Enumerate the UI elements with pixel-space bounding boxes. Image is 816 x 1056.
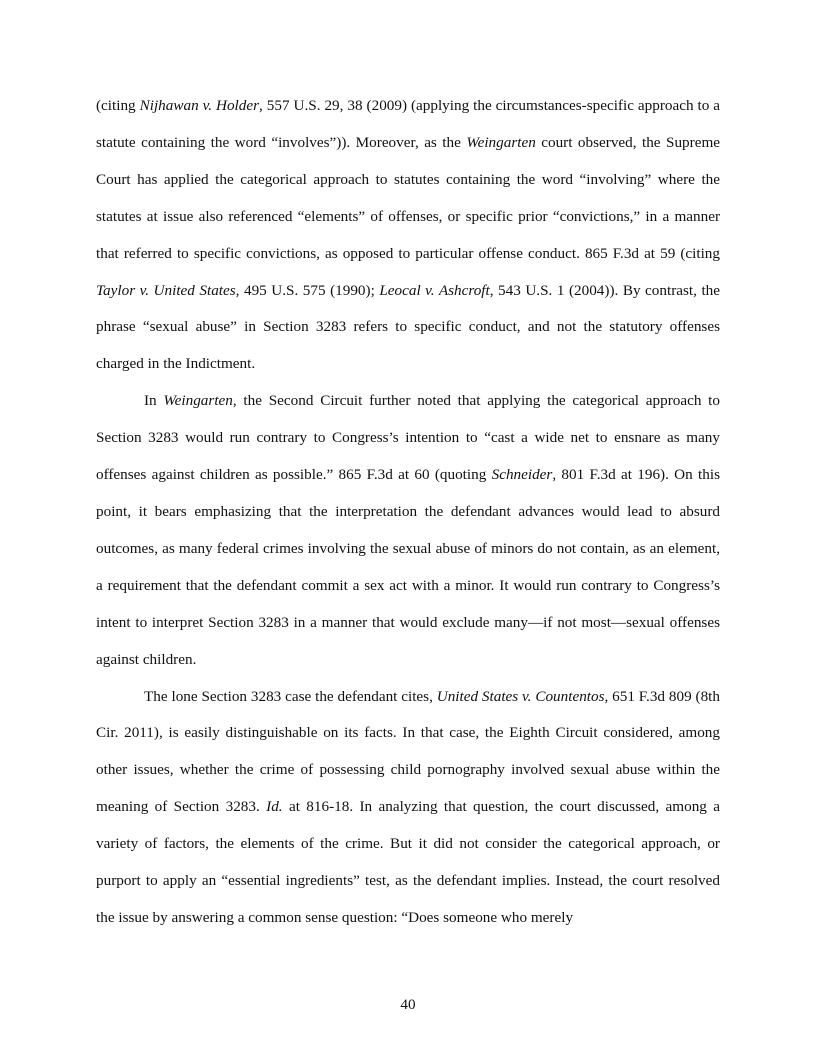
text-run: court observed, the Supreme Court has applied the categorical approach to statutes containing the word “involving” where the statutes at issue also referenced “elements” of offenses, or specific prior “convictions,” in a manner that referred to specific convictions, as opposed to particular offense conduct. 865 F.3d at 59 (citing [96,133,720,262]
case-citation: Nijhawan v. Holder [139,97,260,114]
case-citation: Leocal v. Ashcroft [379,281,490,299]
text-run: at 816-18. In analyzing that question, the court discussed, among a variety of factors, the elements of the crime. But it did not consider the categorical approach, or purport to apply an “essential ingredients” test, as the defendant implies. Instead, the court resolved the issue by answering a common sense question: “Does someone who merely [96,798,720,926]
case-citation: Taylor v. United States [96,281,236,299]
case-citation: Weingarten [466,133,536,151]
text-run: , 543 U.S. 1 (2004)). By contrast, the phrase “sexual abuse” in Section 3283 refers to specific conduct, and not the statutory offenses charged in the Indictment. [96,281,721,373]
paragraph-3 [96,679,720,937]
text-run: , 651 F.3d 809 (8th Cir. 2011), is easily distinguishable on its facts. In that case, the Eighth Circuit considered, among other issues, whether the crime of possessing child pornography involved sexual abuse within the meaning of Section 3283. [96,687,720,816]
case-citation: Weingarten [163,392,233,410]
text-run: , 557 U.S. 29, 38 (2009) (applying the circumstances-specific approach to a statute containing the word “involves”)). Moreover, as the [96,97,721,151]
text-run: , 495 U.S. 575 (1990); [235,281,380,299]
page-number: 40 [400,996,416,1013]
text-run: The lone Section 3283 case the defendant cites, [144,687,437,705]
text-run: In [144,392,164,410]
text-run: , 801 F.3d at 196). On this point, it bears emphasizing that the interpretation the defendant advances would lead to absurd outcomes, as many federal crimes involving the sexual abuse of minors do not contain, as an element, a requirement that the defendant commit a sex act with a minor. It would run contrary to Congress’s intent to interpret Section 3283 in a manner that would exclude many—if not most—sexual offenses against children. [96,466,720,668]
case-citation: Id. [266,798,283,816]
case-citation: Schneider [491,466,553,484]
paragraph-2 [96,383,720,678]
document-body [96,88,720,937]
case-citation: United States v. Countentos [436,687,605,705]
text-run: (citing [96,97,140,114]
text-run: , the Second Circuit further noted that applying the categorical approach to Section 3283 would run contrary to Congress’s intention to “cast a wide net to ensnare as many offenses against children as possible.” 865 F.3d at 60 (quoting [96,392,720,484]
paragraph-1 [96,88,720,383]
